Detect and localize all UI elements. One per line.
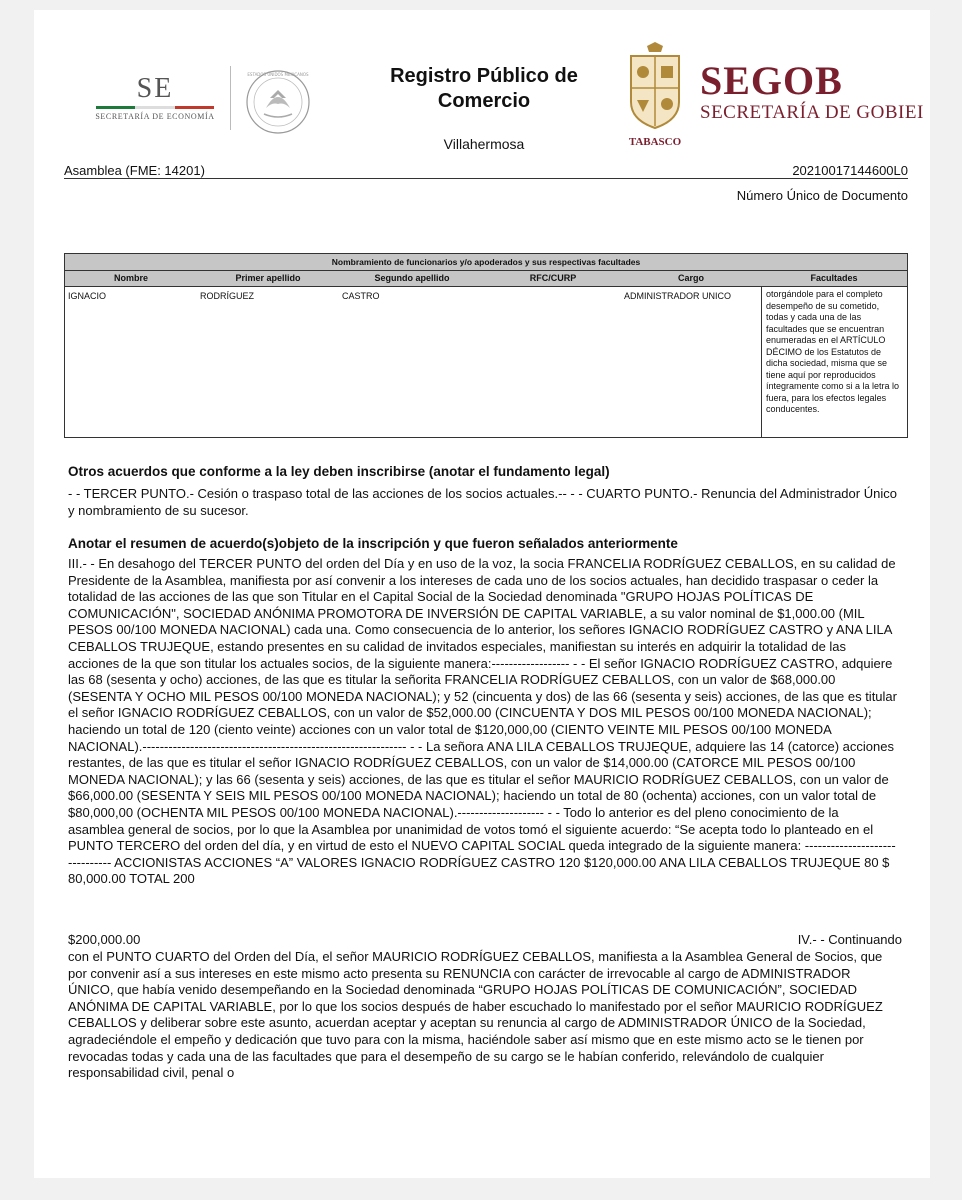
continue-label: IV.- - Continuando <box>797 932 902 947</box>
table-title: Nombramiento de funcionarios y/o apoderados y sus respectivas facultades <box>65 254 907 271</box>
national-seal-icon <box>244 68 312 141</box>
resumen-title: Anotar el resumen de acuerdo(s)objeto de la inscripción y que fueron señalados anteriormente <box>68 536 678 551</box>
seal-text: ESTADOS UNIDOS MEXICANOS <box>247 72 309 77</box>
document-number-label: Número Único de Documento <box>736 188 908 203</box>
logo-divider <box>230 66 231 130</box>
cell-nombre: IGNACIO <box>68 291 107 301</box>
resumen-paragraph-2: con el PUNTO CUARTO del Orden del Día, el señor MAURICIO RODRÍGUEZ CEBALLOS, manifiesta a la Asamblea General de Socios, que por convenir así a sus intereses en este mismo acto presenta su RENUNCIA con carácter de irrevocable al cargo de ADMINISTRADOR ÚNICO, que había venido desempeñando en la Sociedad denominada “GRUPO HOJAS POLÍTICAS DE COMUNICACIÓN”, SOCIEDAD ANÓNIMA DE CAPITAL VARIABLE, por lo que los socios después de haber escuchado lo manifestado por el señor MAURICIO RODRÍGUEZ CEBALLOS y deliberar sobre este asunto, acuerdan aceptar y aceptan su renuncia al cargo de ADMINISTRADOR ÚNICO de la Sociedad, agradeciéndole el empeño y dedicación que tuvo para con la misma, haciéndole saber así mismo que en este mismo acto se le tienen por revocadas todas y cada una de las facultades que para el desempeño de su cargo se le habían conferido, relevándolo de cualquier responsabilidad civil, penal o <box>68 949 883 1081</box>
document-page <box>34 10 930 1178</box>
tabasco-name: TABASCO <box>628 136 682 148</box>
page-title: Registro Público de Comercio <box>390 65 578 112</box>
table-row <box>65 287 907 437</box>
segob-subtitle: SECRETARÍA DE GOBIEI <box>700 102 924 123</box>
otros-acuerdos-text: - - TERCER PUNTO.- Cesión o traspaso total de las acciones de los socios actuales.-- - - CUARTO PUNTO.- Renuncia del Administrador Único y nombramiento de su sucesor. <box>68 486 897 518</box>
table-header <box>65 271 907 287</box>
city-name: Villahermosa <box>443 136 525 152</box>
col-primer-apellido: Primer apellido <box>235 273 301 283</box>
cell-primer-apellido: RODRÍGUEZ <box>200 291 254 301</box>
se-logo <box>90 74 220 121</box>
header-rule <box>64 178 908 179</box>
cell-rfc <box>485 287 621 437</box>
cell-segundo-apellido: CASTRO <box>342 291 380 301</box>
se-name: SECRETARÍA DE ECONOMÍA <box>95 112 215 121</box>
capital-total: $200,000.00 <box>68 932 141 947</box>
col-nombre: Nombre <box>113 273 148 283</box>
segob-logo <box>700 60 930 124</box>
col-segundo-apellido: Segundo apellido <box>374 273 450 283</box>
cell-facultades: otorgándole para el completo desempeño de su cometido, todas y cada una de las facultades que se encuentran enumeradas en el ARTÍCULO DÉCIMO de los Estatutos de dicha sociedad, misma que se tiene aquí por reproducidos íntegramente como si a la letra lo fuera, para los efectos legales conducentes. <box>761 287 907 437</box>
title-block <box>364 64 604 152</box>
tabasco-logo <box>624 42 686 148</box>
cell-cargo: ADMINISTRADOR UNICO <box>624 291 732 301</box>
segob-title: SEGOB <box>700 58 843 103</box>
funcionarios-table <box>64 253 908 438</box>
document-number: 20210017144600L0 <box>792 163 908 178</box>
asamblea-label: Asamblea (FME: 14201) <box>64 163 205 178</box>
resumen-paragraph-1: III.- - En desahogo del TERCER PUNTO del orden del Día y en uso de la voz, la socia FRANCELIA RODRÍGUEZ CEBALLOS, en su calidad de Presidente de la Asamblea, manifiesta por así convenir a los intereses de cada uno de los socios actuales, han decidido traspasar o ceder la totalidad de las acciones de las que son Titular en el Capital Social de la Sociedad denominada "GRUPO HOJAS POLÍTICAS DE COMUNICACIÓN", SOCIEDAD ANÓNIMA PROMOTORA DE INVERSIÓN DE CAPITAL VARIABLE, a su valor nominal de $1,000.00 (MIL PESOS 00/100 MONEDA NACIONAL) cada una. Como consecuencia de lo anterior, los señores IGNACIO RODRÍGUEZ CASTRO y ANA LILA CEBALLOS TRUJEQUE, estando presentes en su calidad de invitados especiales, manifiestan su interés en adquirir la totalidad de las acciones de la que son titular los actuales socios, de la siguiente manera:------------------ - - El señor IGNACIO RODRÍGUEZ CASTRO, adquiere las 68 (sesenta y ocho) acciones, de las que es titular la señorita FRANCELIA RODRÍGUEZ CEBALLOS, con un valor de $68,000.00 (SESENTA Y OCHO MIL PESOS 00/100 MONEDA NACIONAL); y 52 (cincuenta y dos) de las 66 (sesenta y seis) acciones, de las que es titular el señor IGNACIO RODRÍGUEZ CEBALLOS, con un valor de $52,000.00 (CINCUENTA Y DOS MIL PESOS 00/100 MONEDA NACIONAL); haciendo un total de 120 (ciento veinte) acciones con un valor total de $120,000,00 (CIENTO VEINTE MIL PESOS 00/100 MONEDA NACIONAL).------------------------------------------------------------- - - La señora ANA LILA CEBALLOS TRUJEQUE, adquiere las 14 (catorce) acciones restantes, de las que es titular el señor IGNACIO RODRÍGUEZ CEBALLOS, con un valor de $14,000.00 (CATORCE MIL PESOS 00/100 MONEDA NACIONAL); y las 66 (sesenta y seis) acciones, de las que es titular el señor MAURICIO RODRÍGUEZ CEBALLOS, con un valor de $66,000.00 (SESENTA Y SEIS MIL PESOS 00/100 MONEDA NACIONAL); haciendo un total de 80 (ochenta) acciones, con un valor total de $80,000,00 (OCHENTA MIL PESOS 00/100 MONEDA NACIONAL).-------------------- - - Todo lo anterior es del pleno conocimiento de la asamblea general de socios, por lo que la Asamblea por unanimidad de votos tomó el siguiente acuerdo: “Se acepta todo lo planteado en el PUNTO TERCERO del orden del día, y en virtud de esto el NUEVO CAPITAL SOCIAL queda integrado de la siguiente manera: ------------------------------- ACCIONISTAS ACCIONES “A” VALORES IGNACIO RODRÍGUEZ CASTRO 120 $120,000.00 ANA LILA CEBALLOS TRUJEQUE 80 $ 80,000.00 TOTAL 200 <box>68 556 897 887</box>
col-facultades: Facultades <box>810 273 858 283</box>
se-color-bar <box>96 106 214 109</box>
se-abbr: SE <box>136 73 174 104</box>
tabasco-shield-icon <box>625 42 685 130</box>
col-cargo: Cargo <box>677 273 704 283</box>
col-rfc: RFC/CURP <box>529 273 577 283</box>
otros-acuerdos-title: Otros acuerdos que conforme a la ley deben inscribirse (anotar el fundamento legal) <box>68 464 610 479</box>
